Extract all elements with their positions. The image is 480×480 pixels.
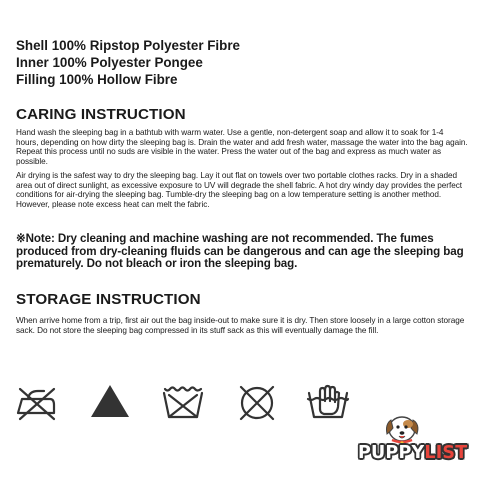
logo-wordmark [358, 443, 467, 463]
do-not-iron-icon [12, 377, 60, 425]
do-not-dry-clean-icon [233, 377, 281, 425]
caring-instruction-title: CARING INSTRUCTION [16, 106, 186, 123]
material-specs [16, 37, 466, 88]
logo-word-puppy: PUPPY [358, 443, 425, 463]
washing-paragraph: Hand wash the sleeping bag in a bathtub with warm water. Use a gentle, non-detergent soap and allow it to soak for 1-4 hours, depending on how dirty the sleeping bag is. Drain the water and add fresh water, massage the water into the bag again. Repeat this process until no suds are visible in the water. Press the water out of the bag and express as much water as possible. [16, 128, 468, 166]
puppy-list-logo [354, 410, 474, 472]
drying-paragraph: Air drying is the safest way to dry the sleeping bag. Lay it out flat on towels over two portable clothes racks. Dry in a shaded area out of direct sunlight, as excessive exposure to UV will degrade the shell fabric. A hot dry windy day provides the perfect conditions for air-drying the sleeping bag. Tumble-dry the sleeping bag on a low temperature setting is another method. However, please note excess heat can melt the fabric. [16, 171, 462, 209]
logo-word-list: LIST [424, 443, 468, 463]
inner-material: Inner 100% Polyester Pongee [16, 55, 203, 70]
do-not-wash-icon [159, 377, 207, 425]
hand-wash-icon [304, 377, 352, 425]
storage-instruction-title: STORAGE INSTRUCTION [16, 291, 201, 308]
shell-material: Shell 100% Ripstop Polyester Fibre [16, 38, 240, 53]
filling-material: Filling 100% Hollow Fibre [16, 72, 178, 87]
storage-paragraph: When arrive home from a trip, first air out the bag inside-out to make sure it is dry. Then store loosely in a large cotton storage sack. Do not store the sleeping bag compressed in its stuff sack as this will eventually damage the fill. [16, 316, 465, 335]
care-note: ※Note: Dry cleaning and machine washing are not recommended. The fumes produced from dry-cleaning fluids can be dangerous and can age the sleeping bag prematurely. Do not bleach or iron the sleeping bag. [16, 232, 464, 271]
bleach-allowed-icon [86, 377, 134, 425]
